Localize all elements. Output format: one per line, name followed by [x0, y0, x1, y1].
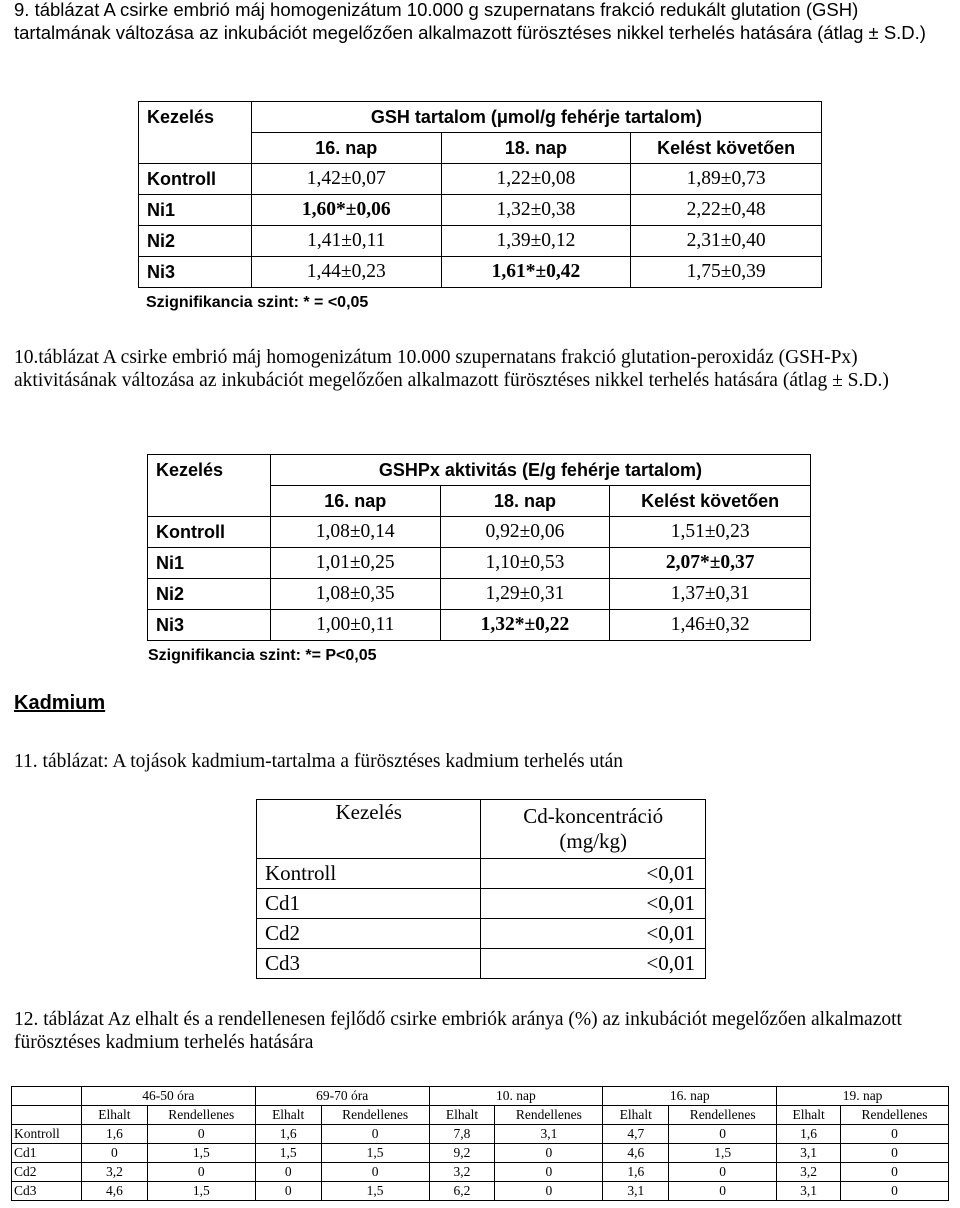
table-cell: 3,1: [603, 1182, 669, 1201]
table12-subheader: Elhalt: [777, 1106, 841, 1125]
table-cell: 1,22±0,08: [441, 164, 631, 195]
table12-subheader: Elhalt: [255, 1106, 321, 1125]
table-cell: 1,60*±0,06: [251, 195, 441, 226]
row-label: Cd3: [12, 1182, 82, 1201]
table-cell: <0,01: [481, 889, 706, 919]
table9-treatment-header: Kezelés: [139, 102, 252, 133]
table-row: [139, 195, 822, 226]
table-cell: 0: [495, 1163, 603, 1182]
table-cell: 0: [669, 1163, 777, 1182]
table10-col-header: 18. nap: [440, 486, 610, 517]
table9-col-header: Kelést követően: [631, 133, 822, 164]
table-cell: 0: [147, 1163, 255, 1182]
table12-period-header: 10. nap: [429, 1087, 603, 1106]
table-cell: 2,07*±0,37: [610, 548, 811, 579]
table-row: [12, 1182, 949, 1201]
table-cell: 0,92±0,06: [440, 517, 610, 548]
row-label: Ni3: [148, 610, 271, 641]
table-cell: 0: [841, 1144, 949, 1163]
table-cell: 1,6: [255, 1125, 321, 1144]
table-row: [12, 1144, 949, 1163]
table-row: [139, 257, 822, 288]
table-cell: 0: [495, 1144, 603, 1163]
row-label: Ni2: [139, 226, 252, 257]
row-label: Ni1: [148, 548, 271, 579]
table10-measure-header: GSHPx aktivitás (E/g fehérje tartalom): [270, 455, 810, 486]
table-cell: 1,00±0,11: [270, 610, 440, 641]
table-cell: 1,32*±0,22: [440, 610, 610, 641]
row-label: Cd2: [257, 919, 481, 949]
table12-caption: 12. táblázat Az elhalt és a rendellenesen fejlődő csirke embriók aránya (%) az inkubációt megelőzően alkalmazott fürösztéses kadmium terhelés hatására: [14, 1009, 902, 1053]
table11-measure-line2: (mg/kg): [559, 829, 628, 853]
table-cell: 1,6: [777, 1125, 841, 1144]
table-row: [139, 164, 822, 195]
row-label: Cd2: [12, 1163, 82, 1182]
table12-empty-cell: [12, 1106, 82, 1125]
table-row: [257, 889, 706, 919]
table-cell: 1,32±0,38: [441, 195, 631, 226]
table-cell: 3,1: [777, 1144, 841, 1163]
table-cell: 0: [841, 1163, 949, 1182]
table-cell: 1,10±0,53: [440, 548, 610, 579]
table-cell: 0: [495, 1182, 603, 1201]
table9-col-header: 18. nap: [441, 133, 631, 164]
table10-treatment-header: Kezelés: [148, 455, 271, 486]
table-cell: 3,2: [429, 1163, 495, 1182]
table-cell: 6,2: [429, 1182, 495, 1201]
table11-treatment-header: [257, 800, 481, 859]
table11-caption: 11. táblázat: A tojások kadmium-tartalma a fürösztéses kadmium terhelés után: [14, 751, 624, 772]
table10: [147, 454, 811, 641]
table-cell: 1,5: [147, 1144, 255, 1163]
table12-period-header: 16. nap: [603, 1087, 777, 1106]
table12-subheader: Rendellenes: [669, 1106, 777, 1125]
table9-col-header: 16. nap: [251, 133, 441, 164]
row-label: Ni1: [139, 195, 252, 226]
table-cell: 3,1: [777, 1182, 841, 1201]
table-cell: 1,6: [81, 1125, 147, 1144]
table-cell: 0: [321, 1163, 429, 1182]
table-cell: 1,51±0,23: [610, 517, 811, 548]
table-cell: 3,1: [495, 1125, 603, 1144]
table-cell: 1,37±0,31: [610, 579, 811, 610]
table-cell: 1,89±0,73: [631, 164, 822, 195]
table-cell: 1,29±0,31: [440, 579, 610, 610]
table11-header-row: [257, 800, 706, 859]
table-cell: 0: [255, 1182, 321, 1201]
table-cell: 1,6: [603, 1163, 669, 1182]
table9-empty-cell: [139, 133, 252, 164]
table-cell: 1,5: [321, 1182, 429, 1201]
table-cell: <0,01: [481, 859, 706, 889]
table9-column-row: [139, 133, 822, 164]
table9: [138, 101, 822, 288]
row-label: Cd3: [257, 949, 481, 979]
table12-subheader-row: [12, 1106, 949, 1125]
table12-subheader: Rendellenes: [147, 1106, 255, 1125]
table-row: [12, 1125, 949, 1144]
table-row: [257, 949, 706, 979]
table12-empty-cell: [12, 1087, 82, 1106]
table9-significance-note: Szignifikancia szint: * = <0,05: [146, 294, 369, 311]
table10-significance-note: Szignifikancia szint: *= P<0,05: [148, 647, 377, 664]
table-row: [139, 226, 822, 257]
table12-subheader: Rendellenes: [321, 1106, 429, 1125]
row-label: Ni2: [148, 579, 271, 610]
row-label: Cd1: [257, 889, 481, 919]
table9-header-row: [139, 102, 822, 133]
row-label: Kontroll: [139, 164, 252, 195]
row-label: Cd1: [12, 1144, 82, 1163]
table10-col-header: 16. nap: [270, 486, 440, 517]
table12-period-row: [12, 1087, 949, 1106]
table-row: [257, 859, 706, 889]
table-cell: 1,01±0,25: [270, 548, 440, 579]
table-cell: 1,08±0,35: [270, 579, 440, 610]
table-row: [12, 1163, 949, 1182]
table12-subheader: Rendellenes: [841, 1106, 949, 1125]
table-cell: 1,5: [669, 1144, 777, 1163]
table-cell: 0: [255, 1163, 321, 1182]
table-cell: 1,46±0,32: [610, 610, 811, 641]
table-cell: 1,44±0,23: [251, 257, 441, 288]
table12-period-header: 69-70 óra: [255, 1087, 429, 1106]
table-cell: 7,8: [429, 1125, 495, 1144]
table-cell: 0: [81, 1144, 147, 1163]
table-cell: 1,41±0,11: [251, 226, 441, 257]
section-heading: Kadmium: [14, 692, 106, 714]
table-cell: 1,75±0,39: [631, 257, 822, 288]
table-cell: 0: [669, 1182, 777, 1201]
table-cell: 3,2: [777, 1163, 841, 1182]
row-label: Kontroll: [12, 1125, 82, 1144]
row-label: Ni3: [139, 257, 252, 288]
table12-period-header: 19. nap: [777, 1087, 949, 1106]
table-cell: 4,6: [81, 1182, 147, 1201]
table12-subheader: Elhalt: [81, 1106, 147, 1125]
table-row: [257, 919, 706, 949]
table12: [11, 1086, 949, 1201]
table-cell: 1,42±0,07: [251, 164, 441, 195]
table10-empty-cell: [148, 486, 271, 517]
table-cell: 1,5: [321, 1144, 429, 1163]
table12-subheader: Elhalt: [603, 1106, 669, 1125]
table-cell: 4,7: [603, 1125, 669, 1144]
table-cell: 1,5: [255, 1144, 321, 1163]
table-row: [148, 579, 811, 610]
table12-period-header: 46-50 óra: [81, 1087, 255, 1106]
table-cell: 3,2: [81, 1163, 147, 1182]
table-row: [148, 517, 811, 548]
row-label: Kontroll: [148, 517, 271, 548]
table-row: [148, 548, 811, 579]
table10-header-row: [148, 455, 811, 486]
table-cell: 9,2: [429, 1144, 495, 1163]
table-cell: 0: [321, 1125, 429, 1144]
table-cell: 1,39±0,12: [441, 226, 631, 257]
table-cell: 1,5: [147, 1182, 255, 1201]
table12-subheader: Rendellenes: [495, 1106, 603, 1125]
table-cell: 1,08±0,14: [270, 517, 440, 548]
table9-caption: 9. táblázat A csirke embrió máj homogenizátum 10.000 g szupernatans frakció redukált glutation (GSH) tartalmának változása az inkubációt megelőzően alkalmazott fürösztéses nikkel terhelés hatására (átlag ± S.D.): [14, 0, 926, 43]
table11-measure-line1: Cd-koncentráció: [523, 804, 664, 828]
row-label: Kontroll: [257, 859, 481, 889]
table-cell: <0,01: [481, 919, 706, 949]
table-cell: 0: [669, 1125, 777, 1144]
table-cell: 2,31±0,40: [631, 226, 822, 257]
table11: [256, 799, 706, 979]
table-cell: 2,22±0,48: [631, 195, 822, 226]
table-cell: 0: [841, 1182, 949, 1201]
table10-column-row: [148, 486, 811, 517]
table-cell: <0,01: [481, 949, 706, 979]
table12-subheader: Elhalt: [429, 1106, 495, 1125]
table9-measure-header: GSH tartalom (μmol/g fehérje tartalom): [251, 102, 821, 133]
table10-col-header: Kelést követően: [610, 486, 811, 517]
table-cell: 4,6: [603, 1144, 669, 1163]
table11-measure-header: [481, 800, 706, 859]
table-cell: 1,61*±0,42: [441, 257, 631, 288]
table11-treatment-header-text: Kezelés: [335, 800, 402, 824]
table10-caption: 10.táblázat A csirke embrió máj homogenizátum 10.000 szupernatans frakció glutation-peroxidáz (GSH-Px) aktivitásának változása az inkubációt megelőzően alkalmazott fürösztéses nikkel terhelés hatására (átlag ± S.D.): [14, 347, 889, 391]
table-cell: 0: [841, 1125, 949, 1144]
table-cell: 0: [147, 1125, 255, 1144]
table-row: [148, 610, 811, 641]
